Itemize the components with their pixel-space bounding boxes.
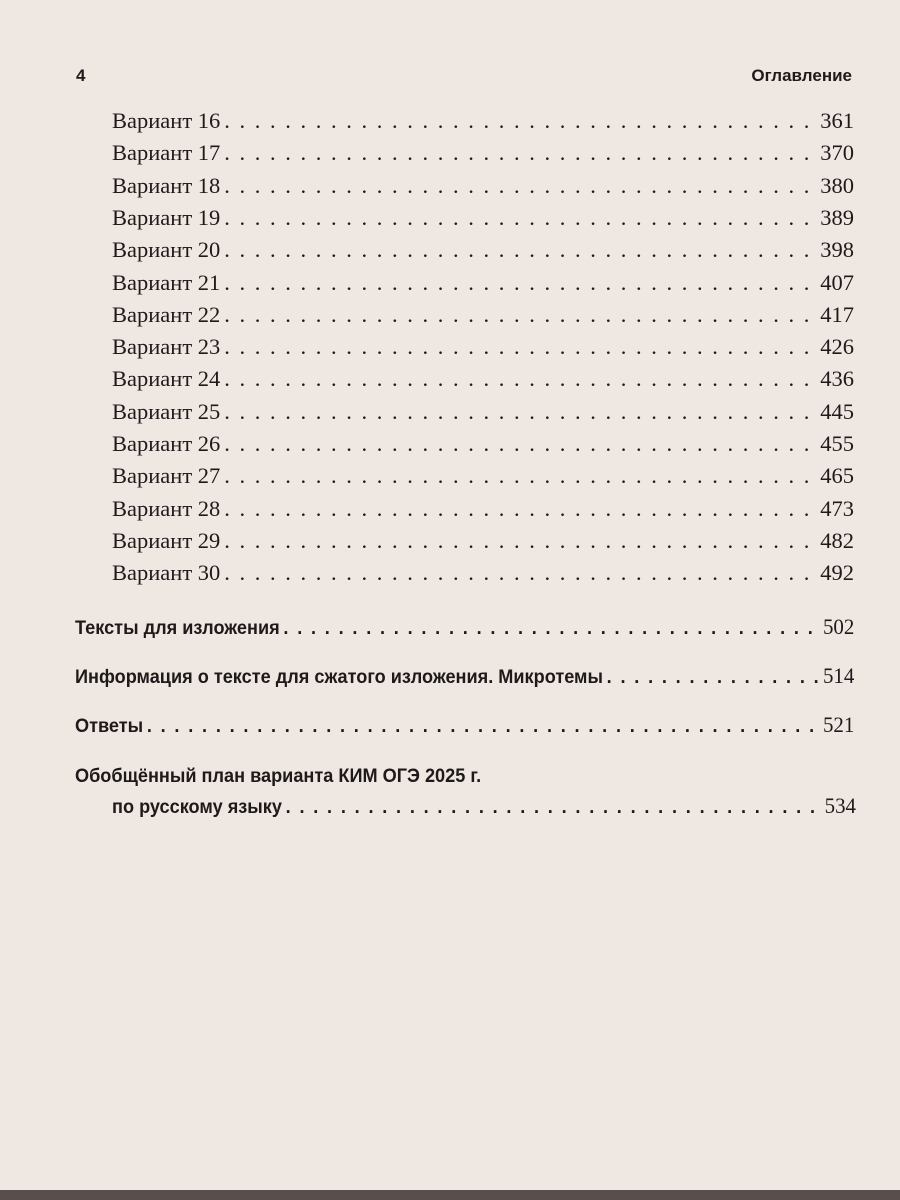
toc-entry-page: 361 bbox=[820, 108, 854, 133]
toc-entry[interactable] bbox=[112, 173, 854, 203]
toc-entry-page: 426 bbox=[820, 334, 854, 360]
toc-entry-label: Вариант 27 bbox=[112, 463, 221, 489]
leader-dots bbox=[224, 560, 816, 586]
toc-entry-page: 407 bbox=[820, 269, 854, 295]
toc-entry-label: Информация о тексте для сжатого изложения. Микротемы bbox=[75, 666, 603, 688]
toc-entry[interactable] bbox=[75, 712, 854, 742]
toc-entry-label: Вариант 24 bbox=[112, 366, 221, 392]
toc-entry-page: 455 bbox=[820, 431, 854, 456]
toc-entry[interactable] bbox=[112, 560, 854, 590]
toc-entry[interactable] bbox=[75, 614, 854, 644]
page-edge bbox=[0, 1190, 900, 1200]
toc-entry-label: Тексты для изложения bbox=[75, 617, 280, 639]
leader-dots bbox=[224, 270, 816, 296]
toc-entry-page: 465 bbox=[820, 463, 854, 489]
toc-entry-label-line1: Обобщённый план варианта КИМ ОГЭ 2025 г. bbox=[75, 765, 482, 787]
toc-entry[interactable] bbox=[112, 366, 854, 396]
toc-entry[interactable] bbox=[112, 528, 854, 558]
toc-entry[interactable] bbox=[112, 496, 854, 526]
toc-entry-page: 445 bbox=[820, 398, 854, 424]
toc-entry-label: Вариант 29 bbox=[112, 527, 221, 553]
toc-entry-page: 482 bbox=[820, 527, 854, 553]
toc-entry-label: Вариант 25 bbox=[112, 398, 221, 424]
toc-entry-label: Вариант 19 bbox=[112, 204, 221, 230]
leader-dots bbox=[224, 528, 816, 554]
toc-entry-label: Вариант 20 bbox=[112, 237, 221, 263]
toc-entry[interactable] bbox=[112, 431, 854, 461]
leader-dots bbox=[224, 431, 816, 457]
leader-dots bbox=[224, 108, 816, 134]
toc-entry-page: 436 bbox=[820, 366, 854, 392]
toc-entry-page: 380 bbox=[820, 172, 854, 198]
leader-dots bbox=[224, 463, 816, 489]
leader-dots bbox=[224, 205, 816, 231]
toc-entry-label: Вариант 28 bbox=[112, 495, 221, 521]
toc-entry-page: 370 bbox=[820, 140, 854, 166]
leader-dots bbox=[607, 666, 820, 689]
toc-entry-label: Вариант 30 bbox=[112, 560, 221, 586]
toc-entry[interactable] bbox=[112, 270, 854, 300]
toc-entry-label: Вариант 23 bbox=[112, 334, 221, 360]
toc-entry[interactable] bbox=[112, 108, 854, 138]
toc-entry[interactable] bbox=[112, 237, 854, 267]
toc-entry-page: 521 bbox=[822, 712, 855, 737]
toc-entry-page: 398 bbox=[820, 237, 854, 263]
toc-entry[interactable] bbox=[75, 663, 854, 693]
toc-entry[interactable] bbox=[112, 302, 854, 332]
toc-entry-label: Вариант 17 bbox=[112, 140, 221, 166]
toc-entry-label: Вариант 16 bbox=[112, 108, 221, 133]
leader-dots bbox=[224, 334, 816, 360]
toc-entry-label: по русскому языку bbox=[112, 796, 282, 818]
toc-entry-label: Вариант 26 bbox=[112, 431, 221, 456]
leader-dots bbox=[224, 496, 816, 522]
toc-entry-page: 417 bbox=[820, 301, 854, 327]
toc-entry-page: 534 bbox=[824, 793, 856, 818]
toc-entry[interactable] bbox=[112, 793, 856, 823]
toc-entry-label: Вариант 22 bbox=[112, 301, 221, 327]
leader-dots bbox=[224, 302, 816, 328]
toc-entry[interactable] bbox=[112, 140, 854, 170]
toc-entry-label: Вариант 18 bbox=[112, 172, 221, 198]
toc-entry[interactable] bbox=[112, 205, 854, 235]
toc-entry-page: 502 bbox=[822, 614, 855, 639]
leader-dots bbox=[224, 173, 816, 199]
leader-dots bbox=[286, 796, 821, 819]
toc-entry[interactable] bbox=[112, 399, 854, 429]
toc-entry-label: Вариант 21 bbox=[112, 269, 221, 295]
toc-entry-page: 514 bbox=[822, 663, 855, 688]
toc-entry[interactable] bbox=[112, 334, 854, 364]
leader-dots bbox=[224, 140, 816, 166]
leader-dots bbox=[283, 617, 819, 640]
toc-entry-label: Ответы bbox=[75, 715, 144, 737]
running-header-title: Оглавление bbox=[751, 66, 852, 85]
toc-entry[interactable] bbox=[112, 463, 854, 493]
page-number: 4 bbox=[76, 66, 86, 85]
toc-entry-page: 389 bbox=[820, 204, 854, 230]
toc-entry-page: 473 bbox=[820, 495, 854, 521]
toc-entry-page: 492 bbox=[820, 560, 854, 586]
leader-dots bbox=[224, 399, 816, 425]
leader-dots bbox=[224, 237, 816, 263]
leader-dots bbox=[224, 366, 816, 392]
leader-dots bbox=[147, 715, 819, 738]
